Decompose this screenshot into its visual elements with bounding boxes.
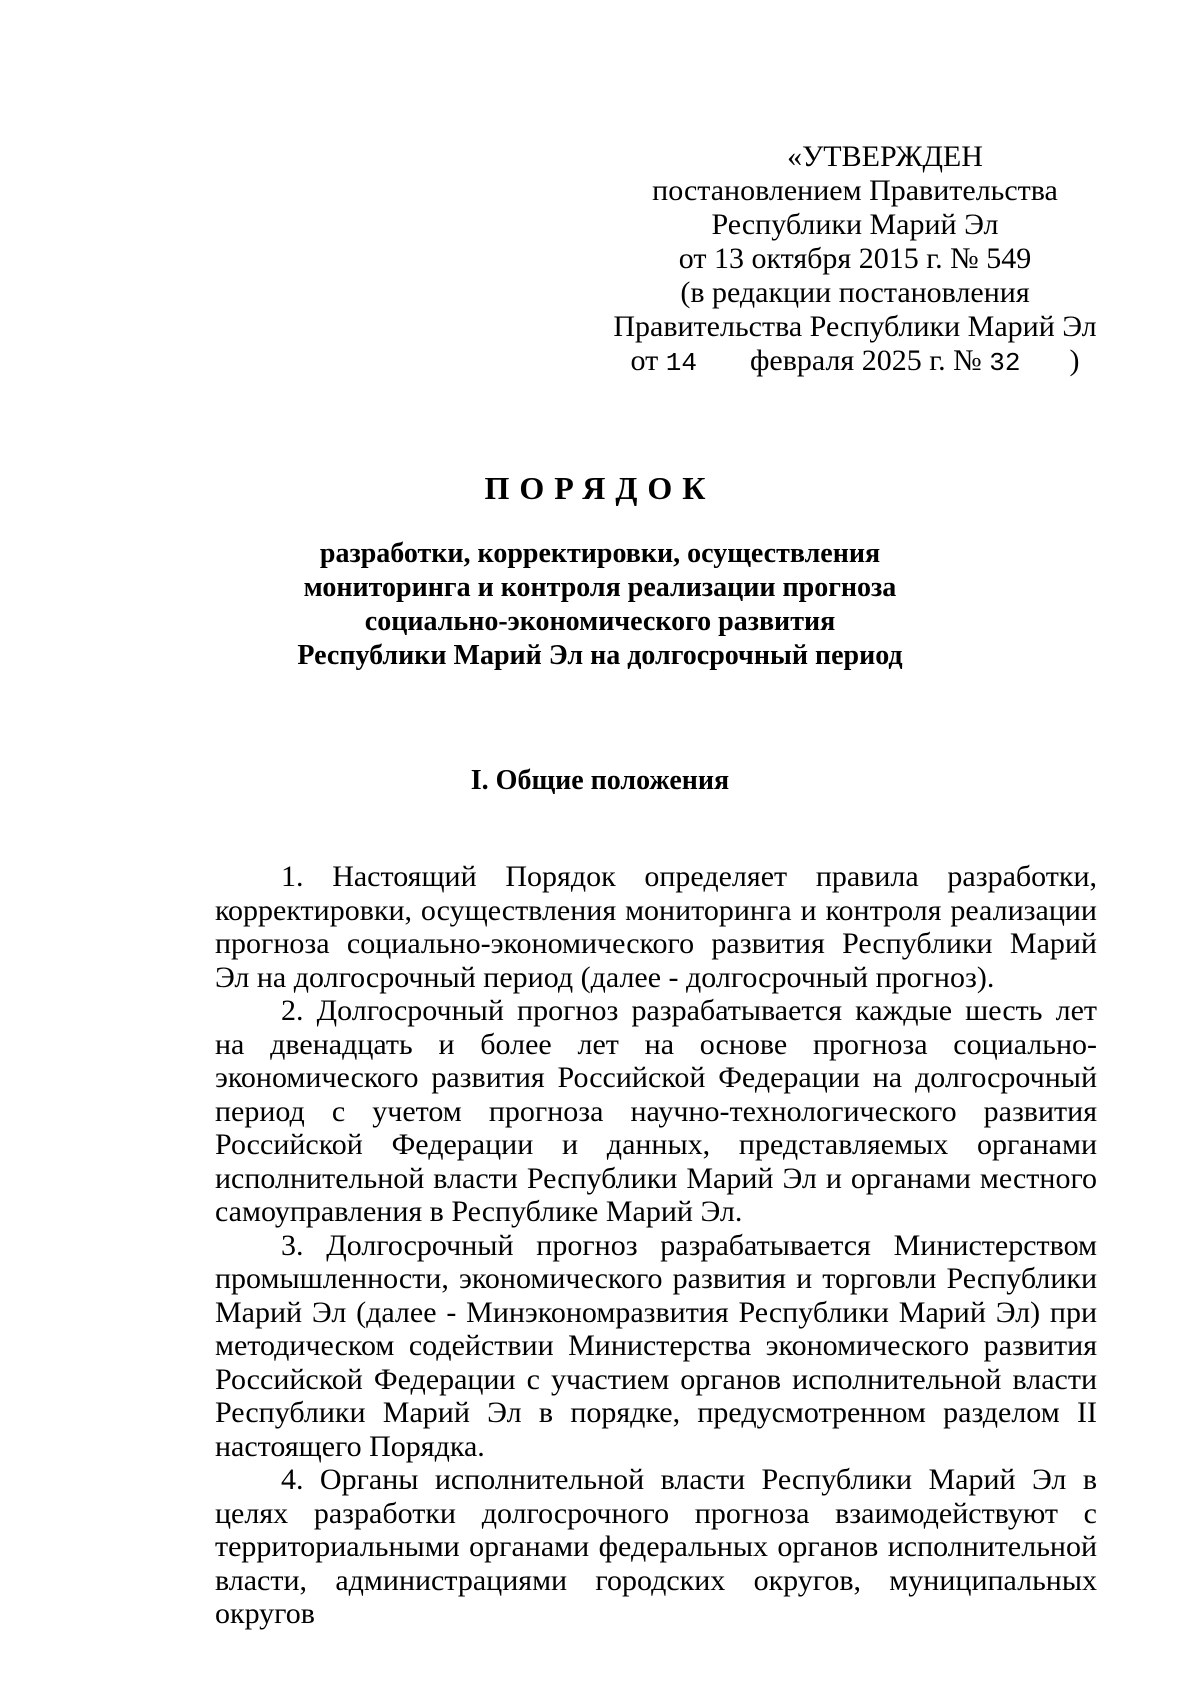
document-subtitle [150, 537, 1050, 673]
subtitle-line: социально-экономического развития [364, 606, 836, 637]
amendment-prefix: от [630, 344, 659, 377]
paragraph-4: 4. Органы исполнительной власти Республики Марий Эл в целях разработки долгосрочного прогноза взаимодействуют с территориальными органами федеральных органов исполнительной власти, администрациями городских округов, муниципальных округов [215, 1463, 1097, 1630]
approval-line: Правительства Республики Марий Эл [613, 310, 1097, 343]
amendment-date-line [600, 344, 1110, 380]
amendment-middle: февраля 2025 г. № [749, 344, 982, 377]
subtitle-line: мониторинга и контроля реализации прогноза [303, 572, 897, 603]
approval-line: Республики Марий Эл [711, 208, 999, 241]
amendment-day: 14 [665, 348, 697, 378]
section-heading: I. Общие положения [470, 765, 730, 796]
paragraph-2: 2. Долгосрочный прогноз разрабатывается каждые шесть лет на двенадцать и более лет на основе прогноза социально-экономического развития Российской Федерации на долгосрочный период с учетом прогноза научно-технологического развития Российской Федерации и данных, представляемых органами исполнительной власти Республики Марий Эл и органами местного самоуправления в Республике Марий Эл. [215, 994, 1097, 1228]
approval-heading: «УТВЕРЖДЕН [787, 140, 983, 173]
subtitle-line: Республики Марий Эл на долгосрочный период [297, 640, 903, 671]
approval-line: постановлением Правительства [652, 174, 1058, 207]
document-title: ПОРЯДОК [484, 470, 716, 506]
approval-date-line: от 13 октября 2015 г. № 549 [678, 242, 1032, 275]
paragraph-1: 1. Настоящий Порядок определяет правила разработки, корректировки, осуществления мониторинга и контроля реализации прогноза социально-экономического развития Республики Марий Эл на долгосрочный период (далее - долгосрочный прогноз). [215, 860, 1097, 994]
amendment-suffix: ) [1069, 344, 1080, 377]
subtitle-line: разработки, корректировки, осуществления [319, 538, 881, 569]
amendment-number: 32 [989, 348, 1021, 378]
section-body [215, 860, 1097, 1631]
approval-line: (в редакции постановления [680, 276, 1030, 309]
paragraph-3: 3. Долгосрочный прогноз разрабатывается Министерством промышленности, экономического развития и торговли Республики Марий Эл (далее - Минэкономразвития Республики Марий Эл) при методическом содействии Министерства экономического развития Российской Федерации с участием органов исполнительной власти Республики Марий Эл в порядке, предусмотренном разделом II настоящего Порядка. [215, 1228, 1097, 1463]
approval-stamp-block [600, 140, 1110, 380]
